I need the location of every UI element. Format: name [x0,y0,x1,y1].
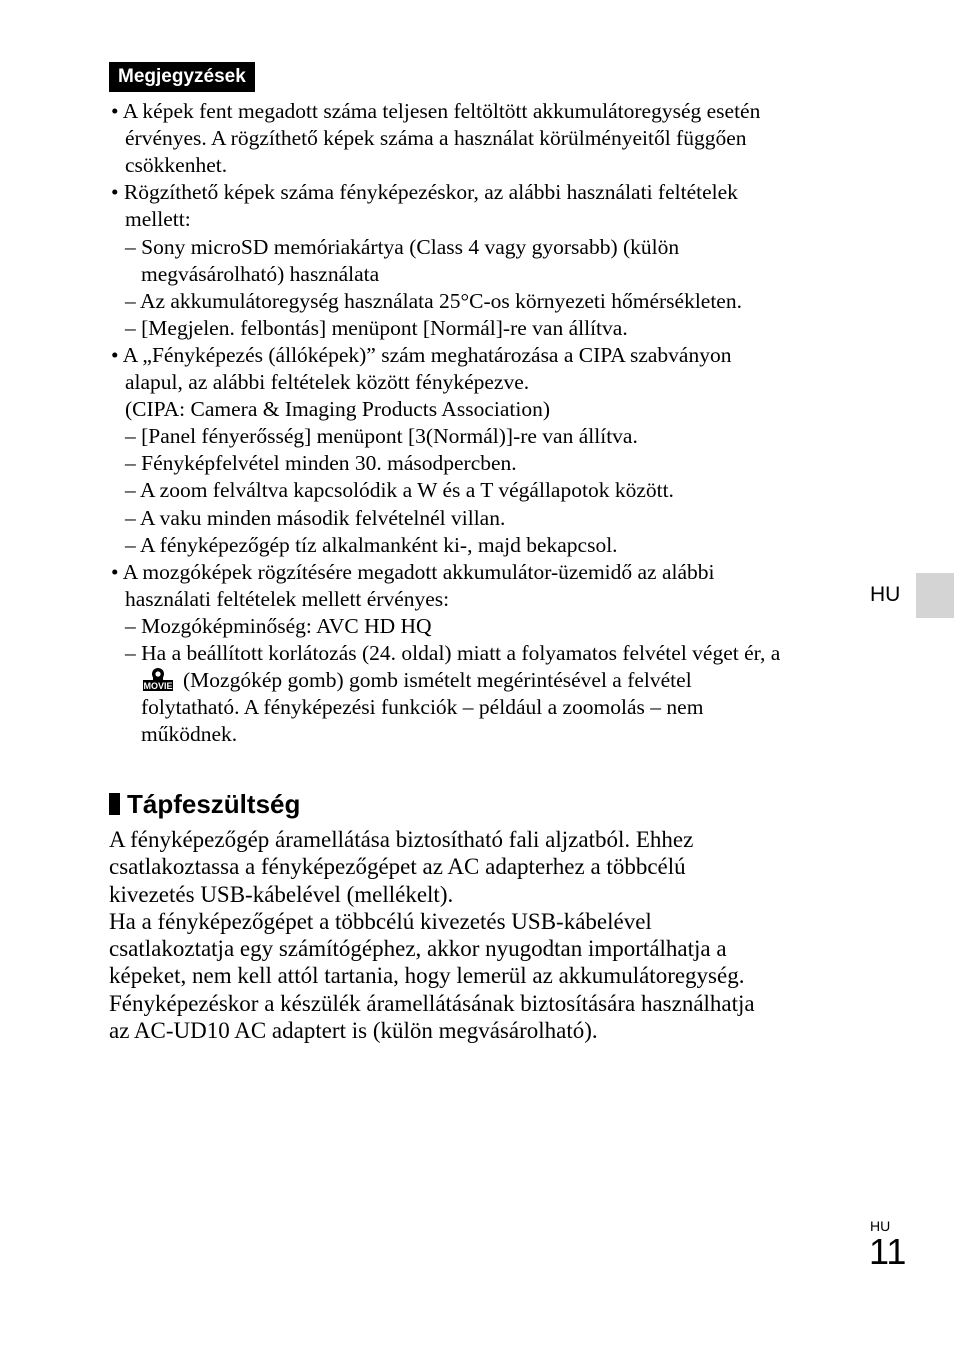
note-line: – Ha a beállított korlátozás (24. oldal) miatt a folyamatos felvétel véget ér, a [125,641,781,665]
note-line: – Fényképfelvétel minden 30. másodpercben. [125,451,517,476]
movie-button-icon [141,668,175,690]
page-language-label: HU [870,1218,891,1234]
note-line: • A mozgóképek rögzítésére megadott akkumulátor-üzemidő az alábbi [111,559,715,584]
section-body-line: csatlakoztassa a fényképezőgépet az AC adapterhez a többcélú [109,854,686,880]
note-line: – A zoom felváltva kapcsolódik a W és a T végállapotok között. [125,478,674,503]
note-line [141,667,692,694]
page-number: 11 [869,1231,907,1272]
note-line: működnek. [141,722,238,747]
note-line: – A fényképezőgép tíz alkalmanként ki-, majd bekapcsol. [125,532,618,557]
note-line: folytatható. A fényképezési funkciók – például a zoomolás – nem [141,695,704,720]
section-square-icon [109,793,120,815]
note-line: • Rögzíthető képek száma fényképezéskor, az alábbi használati feltételek [111,180,738,205]
notes-heading: Megjegyzések [109,62,255,92]
note-line: – Az akkumulátoregység használata 25°C-os környezeti hőmérsékleten. [125,288,742,313]
side-language-label: HU [870,583,901,606]
note-line-text: (Mozgókép gomb) gomb ismételt megérintésével a felvétel [183,668,692,693]
movie-icon-label: MOVIE [143,681,173,692]
note-line: (CIPA: Camera & Imaging Products Association) [125,397,550,422]
section-body-line: az AC-UD10 AC adaptert is (külön megvásárolható). [109,1018,598,1044]
note-line: • A képek fent megadott száma teljesen feltöltött akkumulátoregység esetén [111,99,761,123]
note-line: – Sony microSD memóriakártya (Class 4 vagy gyorsabb) (külön [125,234,680,259]
note-line: megvásárolható) használata [141,261,380,286]
section-body-line: képeket, nem kell attól tartania, hogy lemerül az akkumulátoregység. [109,963,745,989]
section-body-line: kivezetés USB-kábelével (mellékelt). [109,881,454,907]
side-language-tab [916,573,954,618]
section-body-line: csatlakoztatja egy számítógéphez, akkor nyugodtan importálhatja a [109,936,727,962]
note-line: csökkenhet. [125,153,228,178]
section-body-line: A fényképezőgép áramellátása biztosítható fali aljzatból. Ehhez [109,827,694,852]
note-line: – A vaku minden második felvételnél villan. [125,505,506,530]
section-title: Tápfeszültség [127,789,301,819]
note-line: – Mozgóképminőség: AVC HD HQ [125,613,432,638]
section-body-line: Ha a fényképezőgépet a többcélú kivezetés USB-kábelével [109,908,652,934]
section-header [109,786,300,822]
section-body-line: Fényképezéskor a készülék áramellátásának biztosítására használhatja [109,990,755,1016]
note-line: érvényes. A rögzíthető képek száma a használat körülményeitől függően [125,126,747,151]
section-body [109,826,869,1044]
note-line: mellett: [125,207,191,232]
note-line: – [Panel fényerősség] menüpont [3(Normál)]-re van állítva. [125,424,638,449]
note-line: alapul, az alábbi feltételek között fényképezve. [125,370,530,394]
note-line: – [Megjelen. felbontás] menüpont [Normál]-re van állítva. [125,315,628,340]
note-line: használati feltételek mellett érvényes: [125,586,450,611]
note-line: • A „Fényképezés (állóképek)” szám meghatározása a CIPA szabványon [111,342,732,367]
